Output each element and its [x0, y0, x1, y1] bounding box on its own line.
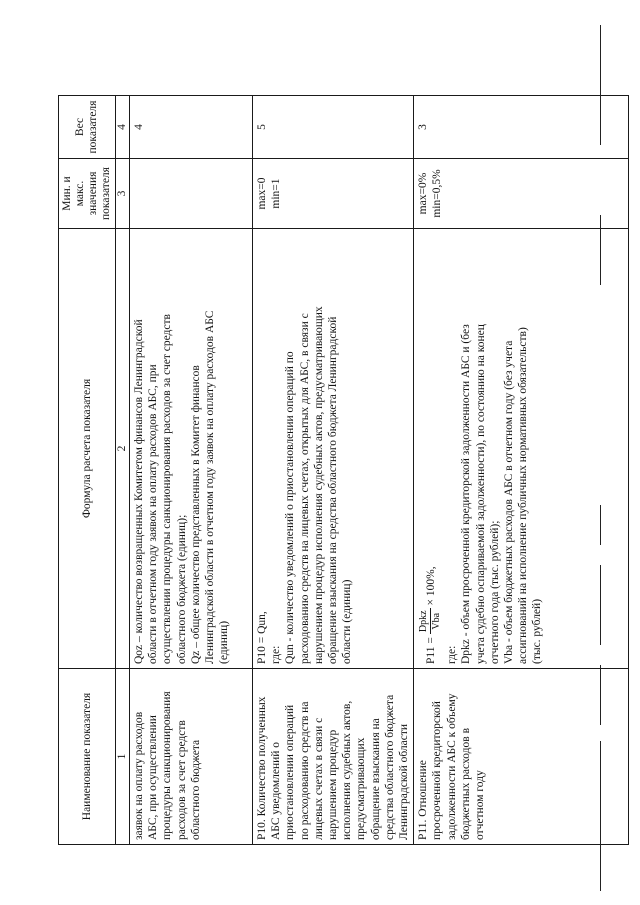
- table-row: [130, 96, 253, 845]
- formula-rhs: × 100%,: [424, 566, 437, 606]
- text-line: обращение взыскания на средства областного бюджета Ленинградской: [327, 316, 340, 664]
- text-line: исполнения судебных актов,: [341, 700, 354, 840]
- text-line: обращение взыскания на: [369, 718, 382, 840]
- weight-cell: 5: [253, 96, 414, 159]
- table-header-row: [59, 96, 116, 845]
- column-number: 4: [116, 96, 130, 159]
- column-number: 1: [116, 669, 130, 845]
- min-max-value: max=0%: [417, 172, 430, 215]
- header-weight: [59, 96, 116, 159]
- column-number-row: [116, 96, 130, 845]
- text-line: Qun - количество уведомлений о приостановлении операций по: [284, 351, 297, 664]
- formula-lhs: P11 =: [424, 637, 437, 664]
- indicator-name-cell: [414, 669, 629, 845]
- text-line: средства областного бюджета: [383, 694, 396, 840]
- weight-cell: 3: [414, 96, 629, 159]
- text-line: нарушением процедур: [327, 729, 340, 840]
- indicator-table: [58, 95, 629, 845]
- text-line: приостановлении операций: [284, 704, 297, 840]
- header-min-max-line: Мин. и макс.: [61, 176, 86, 211]
- text-line: осуществлении процедуры санкционирования расходов за счет средств: [161, 314, 174, 664]
- scan-rule-line: [600, 741, 601, 891]
- scan-rule-line: [600, 505, 601, 545]
- column-number: 3: [116, 159, 130, 229]
- formula-expression: [418, 233, 443, 664]
- formula-cell: [253, 229, 414, 669]
- text-line: Р11. Отношение: [417, 760, 430, 840]
- text-line: области (единиц): [341, 579, 354, 664]
- text-line: задолженности АБС к объему: [445, 693, 458, 840]
- formula-fraction: [418, 608, 443, 634]
- min-max-cell: [253, 159, 414, 229]
- text-line: областного бюджета: [189, 739, 202, 840]
- column-number: 2: [116, 229, 130, 669]
- scan-rule-line: [600, 665, 601, 725]
- text-line: просроченной кредиторской: [431, 701, 444, 840]
- text-line: отчетного года (тыс. рублей);: [488, 520, 501, 664]
- text-line: бюджетных расходов в: [459, 727, 472, 840]
- text-line: ассигнований на исполнение публичных нормативных обязательств): [517, 327, 530, 664]
- scan-rule-line: [600, 215, 601, 285]
- header-indicator-name: Наименование показателя: [59, 669, 116, 845]
- header-formula: Формула расчета показателя: [59, 229, 116, 669]
- text-line: заявок на оплату расходов: [133, 711, 145, 840]
- text-line: предусматривающих: [355, 737, 368, 840]
- header-weight-line: показателя: [87, 100, 99, 154]
- text-line: Р10. Количество полученных: [256, 696, 268, 840]
- formula-expression: P10 = Qun,: [256, 611, 268, 664]
- text-line: лицевых счетах в связи с: [312, 717, 325, 840]
- text-line: областного бюджета (единиц);: [175, 514, 188, 664]
- text-line: процедуры санкционирования: [161, 691, 174, 840]
- fraction-denominator: Vba: [431, 612, 443, 630]
- text-line: Qz – общее количество представленных в Комитет финансов: [189, 365, 202, 664]
- text-line: по расходованию средств на: [298, 701, 311, 840]
- min-max-value: min=0,5%: [431, 169, 444, 218]
- min-max-value: min=1: [270, 178, 283, 209]
- header-min-max-line: показателя: [100, 167, 112, 220]
- text-line: АБС уведомлений о: [270, 741, 283, 840]
- weight-cell: 4: [130, 96, 253, 159]
- text-line: расходованию средств на лицевых счетах, открытых для АБС, в связи с: [298, 313, 311, 664]
- text-line: (единиц): [218, 620, 231, 664]
- scan-rule-line: [600, 25, 601, 145]
- text-line: отчетном году: [474, 770, 487, 840]
- text-line: где:: [446, 645, 459, 664]
- text-line: (тыс. рублей): [531, 598, 544, 664]
- fraction-numerator: Dpkz: [418, 610, 430, 633]
- min-max-value: max=0: [256, 177, 268, 210]
- table-row: [253, 96, 414, 845]
- text-line: где:: [270, 645, 283, 664]
- indicator-name-cell: [130, 669, 253, 845]
- text-line: Qoz – количество возвращенных Комитетом финансов Ленинградской: [133, 319, 145, 664]
- min-max-cell: [130, 159, 253, 229]
- header-min-max: [59, 159, 116, 229]
- text-line: нарушением процедур исполнения судебных актов, предусматривающих: [312, 306, 325, 664]
- indicator-name-cell: [253, 669, 414, 845]
- formula-cell: [414, 229, 629, 669]
- formula-cell: [130, 229, 253, 669]
- header-min-max-line: значения: [87, 171, 99, 216]
- text-line: Ленинградской области в отчетном году заявок на оплату расходов АБС: [204, 310, 217, 664]
- text-line: АБС, при осуществлении: [147, 715, 160, 840]
- text-line: Ленинградской области: [398, 723, 411, 840]
- text-line: расходов за счет средств: [175, 720, 188, 840]
- text-line: учета судебно оспариваемой задолженности), по состоянию на конец: [474, 324, 487, 664]
- scan-rule-line: [600, 565, 601, 645]
- table-row: [414, 96, 629, 845]
- min-max-cell: [414, 159, 629, 229]
- header-weight-line: Вес: [74, 117, 86, 137]
- text-line: Dpkz - объем просроченной кредиторской задолженности АБС и (без: [460, 324, 473, 664]
- text-line: Vba - объем бюджетных расходов АБС в отчетном году (без учета: [503, 340, 516, 664]
- text-line: области в отчетном году заявок на оплату расходов АБС, при: [147, 364, 160, 664]
